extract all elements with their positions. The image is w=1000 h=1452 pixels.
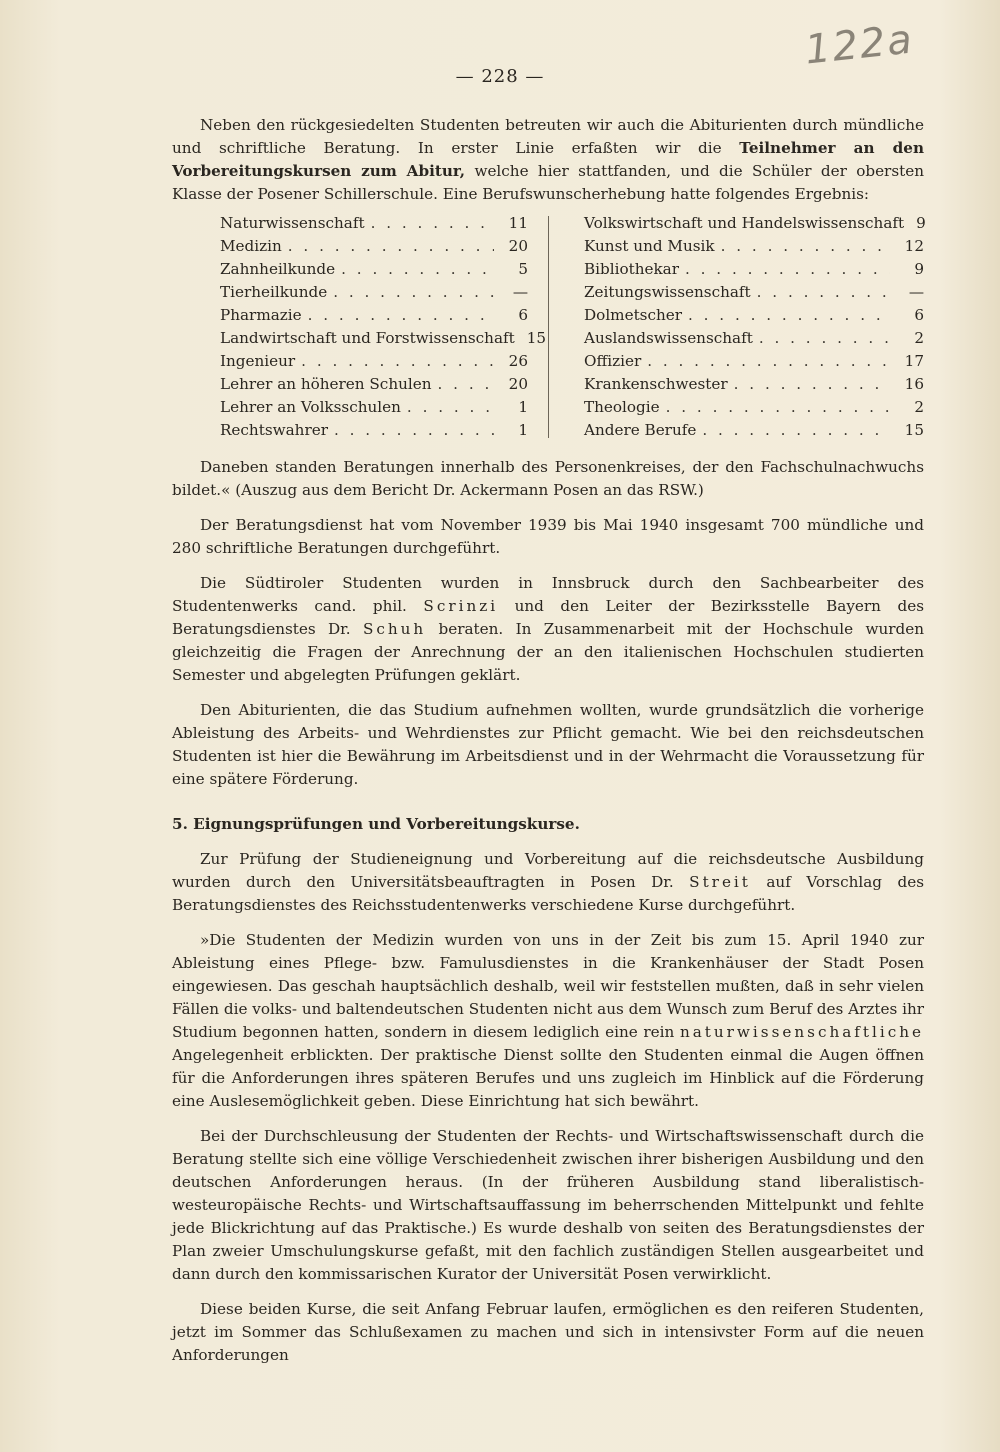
survey-row: Lehrer an höheren Schulen . . . 20 bbox=[220, 373, 528, 396]
section-paragraph: Zur Prüfung der Studieneignung und Vorbereitung auf die reichsdeutsche Ausbildung wurden durch den Universitätsbeauftragten in Posen Dr. Streit auf Vorschlag des Beratungsdienstes des Reichsstudentenwerks verschiedene Kurse durchgeführt. bbox=[172, 850, 924, 914]
survey-row: Ingenieur . . . 26 bbox=[220, 350, 528, 373]
survey-row: Kunst und Musik . . . 12 bbox=[584, 235, 924, 258]
abitur-paragraph: Den Abiturienten, die das Studium aufnehmen wollten, wurde grundsätzlich die vorherige Ableistung des Arbeits- und Wehrdienstes zur Pflicht gemacht. Wie bei den reichsdeutschen Studenten ist hier die Bewährung im Arbeitsdienst und in der Wehrmacht die Voraussetzung für eine spätere Förderung. bbox=[172, 701, 924, 788]
survey-row: Offizier . . . 17 bbox=[584, 350, 924, 373]
page-body bbox=[172, 114, 924, 1379]
section-heading: 5. Eignungsprüfungen und Vorbereitungskurse. bbox=[172, 815, 580, 833]
survey-row: Volkswirtschaft und Handelswissenschaft 9 bbox=[584, 214, 926, 232]
survey-row: Krankenschwester . . . 16 bbox=[584, 373, 924, 396]
courses-paragraph: Diese beiden Kurse, die seit Anfang Februar laufen, ermöglichen es den reiferen Studenten, jetzt im Sommer das Schlußexamen zu machen und sich in intensivster Form auf die neuen Anforderungen bbox=[172, 1300, 924, 1364]
survey-row: Naturwissenschaft . . . 11 bbox=[220, 212, 528, 235]
intro-paragraph: Neben den rückgesiedelten Studenten betreuten wir auch die Abiturienten durch mündliche und schriftliche Beratung. In erster Linie erfaßten wir die Teilnehmer an den Vorbereitungskursen zum Abitur, welche hier stattfanden, und die Schüler der obersten Klasse der Posener Schillerschule. Eine Berufswunscherhebung hatte folgendes Ergebnis: bbox=[172, 116, 924, 203]
law-paragraph: Bei der Durchschleusung der Studenten der Rechts- und Wirtschaftswissenschaft durch die Beratung stellte sich eine völlige Verschiedenheit zwischen ihrer bisherigen Ausbildung und den deutschen Anforderungen heraus. (In der früheren Ausbildung stand liberalistisch-westeuropäische Rechts- und Wirtschaftsauffassung im beherrschenden Mittelpunkt und fehlte jede Blickrichtung auf das Praktische.) Es wurde deshalb von seiten des Beratungsdienstes der Plan zweier Umschulungskurse gefaßt, mit den fachlich zuständigen Stellen ausgearbeitet und dann durch den kommissarischen Kurator der Universität Posen verwirklicht. bbox=[172, 1127, 924, 1283]
survey-row: Dolmetscher . . . 6 bbox=[584, 304, 924, 327]
intro-bold-phrase: Teilnehmer an den Vorbereitungskursen zum Abitur, bbox=[172, 139, 924, 180]
handwritten-annotation: 122a bbox=[802, 16, 916, 74]
south-tyrol-paragraph: Die Südtiroler Studenten wurden in Innsbruck durch den Sachbearbeiter des Studentenwerks cand. phil. Scrinzi und den Leiter der Bezirksstelle Bayern des Beratungsdienstes Dr. Schuh beraten. In Zusammenarbeit mit der Hochschule wurden gleichzeitig die Fragen der Anrechnung der an den italienischen Hochschulen studierten Semester und abgelegten Prüfungen geklärt. bbox=[172, 574, 924, 684]
survey-column-left bbox=[172, 212, 548, 442]
survey-row: Zahnheilkunde . . . 5 bbox=[220, 258, 528, 281]
survey-row: Tierheilkunde . . . — bbox=[220, 281, 528, 304]
survey-row: Lehrer an Volksschulen . . . 1 bbox=[220, 396, 528, 419]
medicine-paragraph: »Die Studenten der Medizin wurden von uns in der Zeit bis zum 15. April 1940 zur Ableistung eines Pflege- bzw. Famulusdienstes in die Krankenhäuser der Stadt Posen eingewiesen. Das geschah hauptsächlich deshalb, weil wir feststellen mußten, daß in sehr vielen Fällen die volks- und baltendeutschen Studenten nicht aus dem Wunsch zum Beruf des Arztes ihr Studium begonnen hatten, sondern in diesem lediglich eine rein naturwissenschaftliche Angelegenheit erblickten. Der praktische Dienst sollte den Studenten einmal die Augen öffnen für die Anforderungen ihres späteren Berufes und uns zugleich im Hinblick auf die Förderung eine Auslesemöglichkeit geben. Diese Einrichtung hat sich bewährt. bbox=[172, 931, 924, 1110]
career-survey-table bbox=[172, 212, 924, 442]
survey-row: Bibliothekar . . . 9 bbox=[584, 258, 924, 281]
statistics-paragraph: Der Beratungsdienst hat vom November 1939 bis Mai 1940 insgesamt 700 mündliche und 280 schriftliche Beratungen durchgeführt. bbox=[172, 516, 924, 557]
survey-row: Zeitungswissenschaft . . . — bbox=[584, 281, 924, 304]
survey-row: Landwirtschaft und Forstwissenschaft 15 bbox=[220, 329, 547, 347]
survey-row: Pharmazie . . . 6 bbox=[220, 304, 528, 327]
survey-row: Rechtswahrer . . . 1 bbox=[220, 419, 528, 442]
survey-row: Theologie . . . 2 bbox=[584, 396, 924, 419]
column-divider bbox=[548, 216, 549, 438]
survey-row: Auslandswissenschaft . . . 2 bbox=[584, 327, 924, 350]
advisory-paragraph: Daneben standen Beratungen innerhalb des Personenkreises, der den Fachschulnachwuchs bildet.« (Auszug aus dem Bericht Dr. Ackermann Posen an das RSW.) bbox=[172, 458, 924, 499]
page-number: — 228 — bbox=[455, 66, 545, 87]
survey-row: Medizin . . . 20 bbox=[220, 235, 528, 258]
survey-column-right bbox=[548, 212, 924, 442]
survey-row: Andere Berufe . . . 15 bbox=[584, 419, 924, 442]
